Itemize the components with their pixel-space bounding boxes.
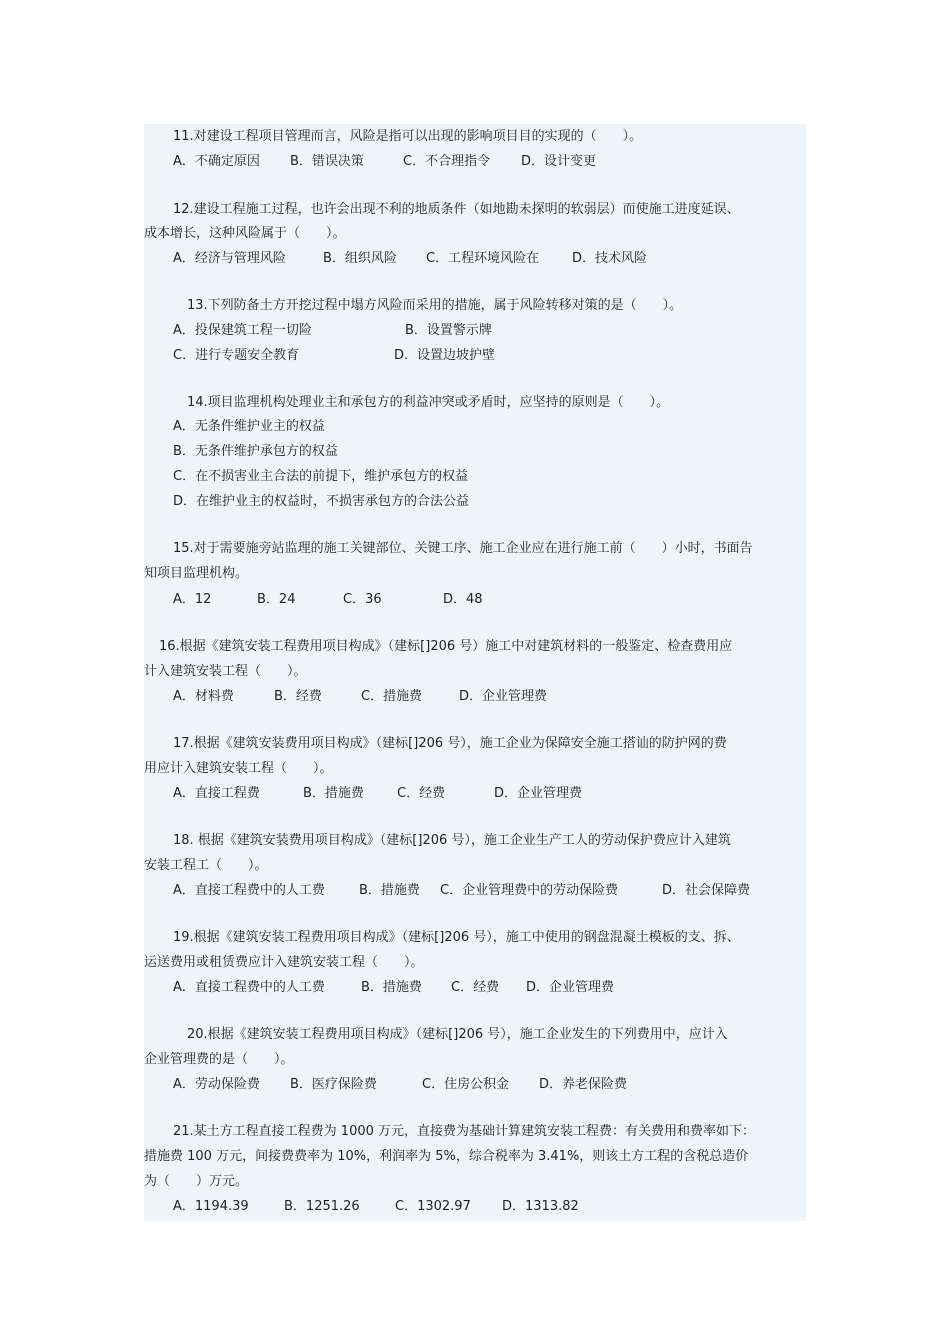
question-14-option-b: B．无条件维护承包方的权益	[173, 444, 338, 459]
question-12-option-a: A．经济与管理风险	[173, 251, 286, 266]
question-20-stem-line-2: 企业管理费的是（ ）。	[144, 1052, 294, 1067]
question-16-stem-line-2: 计入建筑安装工程（ ）。	[144, 664, 307, 679]
question-20-option-d: D．养老保险费	[539, 1077, 628, 1092]
question-16-stem-line-1: 16.根据《建筑安装工程费用项目构成》（建标[]206 号）施工中对建筑材料的一般鉴定、检查费用应	[159, 639, 733, 654]
question-16-option-d: D．企业管理费	[459, 689, 548, 704]
question-18-option-c: C．企业管理费中的劳动保险费	[440, 883, 619, 898]
question-19-option-d: D．企业管理费	[526, 980, 615, 995]
question-14-option-d: D．在维护业主的权益时，不损害承包方的合法公益	[173, 494, 470, 509]
question-13-option-c: C．进行专题安全教育	[173, 348, 300, 363]
question-12-option-b: B．组织风险	[323, 251, 397, 266]
question-17-option-c: C．经费	[397, 786, 446, 801]
question-11-option-a: A．不确定原因	[173, 154, 260, 169]
question-21-option-a: A．1194.39	[173, 1199, 249, 1214]
question-13-option-a: A．投保建筑工程一切险	[173, 323, 312, 338]
question-11-stem: 11.对建设工程项目管理而言，风险是指可以出现的影响项目目的实现的（ ）。	[173, 129, 643, 144]
question-19-stem-line-1: 19.根据《建筑安装工程费用项目构成》（建标[]206 号），施工中使用的钢盘混凝土模板的支、拆、	[173, 930, 740, 945]
question-21-option-c: C．1302.97	[395, 1199, 471, 1214]
question-15-option-c: C．36	[343, 592, 382, 607]
question-21-option-d: D．1313.82	[502, 1199, 579, 1214]
question-20-option-c: C．住房公积金	[422, 1077, 510, 1092]
question-15-stem-line-1: 15.对于需要施旁站监理的施工关键部位、关键工序、施工企业应在进行施工前（ ）小时，书面告	[173, 541, 753, 556]
question-17-option-a: A．直接工程费	[173, 786, 260, 801]
question-19-option-c: C．经费	[451, 980, 500, 995]
question-17-stem-line-1: 17.根据《建筑安装费用项目构成》（建标[]206 号），施工企业为保障安全施工搭讪的防护网的费	[173, 736, 727, 751]
question-13-option-d: D．设置边坡护壁	[394, 348, 496, 363]
question-20-stem-line-1: 20.根据《建筑安装工程费用项目构成》（建标[]206 号），施工企业发生的下列费用中，应计入	[187, 1027, 728, 1042]
question-15-option-b: B．24	[257, 592, 296, 607]
question-19-option-b: B．措施费	[361, 980, 422, 995]
question-12-stem-line-2: 成本增长，这种风险属于（ ）。	[144, 226, 346, 241]
question-18-option-d: D．社会保障费	[662, 883, 751, 898]
question-15-option-d: D．48	[443, 592, 483, 607]
question-11-option-c: C．不合理指令	[403, 154, 491, 169]
question-18-option-a: A．直接工程费中的人工费	[173, 883, 325, 898]
question-13-option-b: B．设置警示牌	[405, 323, 492, 338]
question-12-stem-line-1: 12.建设工程施工过程，也许会出现不利的地质条件（如地勘未探明的软弱层）而使施工进度延误、	[173, 202, 740, 217]
question-16-option-b: B．经费	[274, 689, 322, 704]
question-13-stem: 13.下列防备土方开挖过程中塌方风险而采用的措施，属于风险转移对策的是（ ）。	[187, 298, 683, 313]
question-21-stem-line-2: 措施费 100 万元，间接费费率为 10%，利润率为 5%，综合税率为 3.41%，则该土方工程的含税总造价	[144, 1149, 749, 1164]
question-19-option-a: A．直接工程费中的人工费	[173, 980, 325, 995]
question-18-stem-line-2: 安装工程工（ ）。	[144, 858, 268, 873]
question-17-stem-line-2: 用应计入建筑安装工程（ ）。	[144, 761, 333, 776]
question-18-option-b: B．措施费	[359, 883, 420, 898]
question-21-option-b: B．1251.26	[284, 1199, 360, 1214]
question-16-option-a: A．材料费	[173, 689, 234, 704]
question-18-stem-line-1: 18. 根据《建筑安装费用项目构成》（建标[]206 号），施工企业生产工人的劳动保护费应计入建筑	[173, 833, 731, 848]
question-17-option-b: B．措施费	[303, 786, 364, 801]
question-11-option-b: B．错误决策	[290, 154, 364, 169]
question-12-option-d: D．技术风险	[572, 251, 648, 266]
question-20-option-a: A．劳动保险费	[173, 1077, 260, 1092]
question-16-option-c: C．措施费	[361, 689, 423, 704]
question-11-option-d: D．设计变更	[521, 154, 597, 169]
question-15-stem-line-2: 知项目监理机构。	[144, 566, 249, 581]
question-14-stem: 14.项目监理机构处理业主和承包方的利益冲突或矛盾时，应坚持的原则是（ ）。	[187, 395, 670, 410]
question-17-option-d: D．企业管理费	[494, 786, 583, 801]
question-14-option-c: C．在不损害业主合法的前提下，维护承包方的权益	[173, 469, 469, 484]
question-21-stem-line-3: 为（ ）万元。	[144, 1174, 249, 1189]
question-15-option-a: A．12	[173, 592, 212, 607]
question-14-option-a: A．无条件维护业主的权益	[173, 419, 325, 434]
question-19-stem-line-2: 运送费用或租赁费应计入建筑安装工程（ ）。	[144, 955, 424, 970]
question-20-option-b: B．医疗保险费	[290, 1077, 377, 1092]
question-12-option-c: C．工程环境风险在	[426, 251, 540, 266]
question-21-stem-line-1: 21.某土方工程直接工程费为 1000 万元，直接费为基础计算建筑安装工程费：有关费用和费率如下：	[173, 1124, 756, 1139]
